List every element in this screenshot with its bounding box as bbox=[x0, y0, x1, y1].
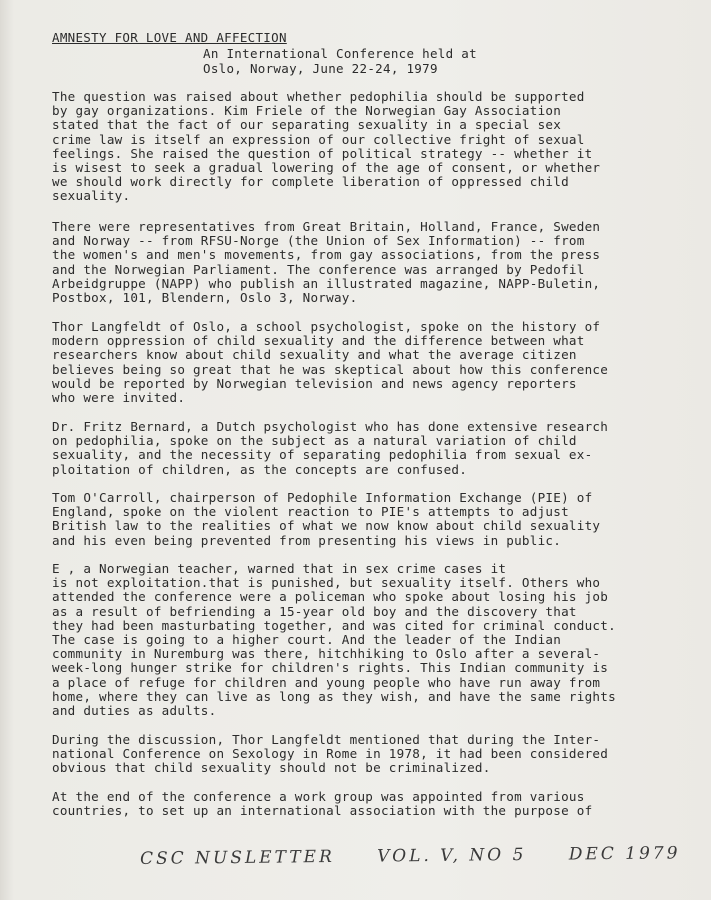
handwritten-footer-note bbox=[140, 843, 711, 869]
paragraph bbox=[52, 320, 652, 405]
paragraph-line: The question was raised about whether pedophilia should be supported bbox=[52, 89, 585, 104]
paragraph-line: they had been masturbating together, and was cited for criminal conduct. bbox=[52, 617, 616, 633]
paragraph-line: At the end of the conference a work group was appointed from various bbox=[52, 789, 585, 804]
paragraph-line: who were invited. bbox=[52, 390, 186, 406]
paragraph-line: countries, to set up an international association with the purpose of bbox=[52, 803, 593, 819]
paragraph-line: community in Nuremburg was there, hitchhiking to Oslo after a several- bbox=[52, 646, 601, 662]
paragraph bbox=[52, 733, 652, 776]
paragraph bbox=[52, 90, 652, 204]
footer-volume: VOL. V, NO 5 bbox=[377, 844, 527, 867]
paragraph-line: is not exploitation.that is punished, but sexuality itself. Others who bbox=[52, 575, 601, 591]
paragraph-line: There were representatives from Great Britain, Holland, France, Sweden bbox=[52, 219, 601, 234]
paragraph-line: on pedophilia, spoke on the subject as a natural variation of child bbox=[52, 433, 577, 449]
paragraph-line: believes being so great that he was skeptical about how this conference bbox=[52, 361, 609, 377]
paragraph-line: sexuality. bbox=[52, 188, 131, 204]
paragraph bbox=[52, 220, 652, 305]
paragraph-line: and the Norwegian Parliament. The conference was arranged by Pedofil bbox=[52, 261, 585, 277]
paragraph-line: week-long hunger strike for children's rights. This Indian community is bbox=[52, 660, 609, 676]
paragraph bbox=[52, 420, 652, 477]
paragraph-line: crime law is itself an expression of our collective fright of sexual bbox=[52, 131, 585, 147]
paragraph-line: Dr. Fritz Bernard, a Dutch psychologist who has done extensive research bbox=[52, 419, 609, 434]
paragraph-line: The case is going to a higher court. And the leader of the Indian bbox=[52, 632, 562, 648]
paragraph-line: attended the conference were a policeman who spoke about losing his job bbox=[52, 589, 609, 605]
paragraph-line: is wisest to seek a gradual lowering of the age of consent, or whether bbox=[52, 160, 601, 176]
paragraph-line: would be reported by Norwegian television and news agency reporters bbox=[52, 375, 577, 391]
footer-date: DEC 1979 bbox=[568, 843, 681, 865]
paragraph-line: During the discussion, Thor Langfeldt mentioned that during the Inter- bbox=[52, 732, 601, 747]
paragraph bbox=[52, 491, 652, 548]
paragraph-line: and Norway -- from RFSU-Norge (the Union of Sex Information) -- from bbox=[52, 233, 585, 249]
subtitle-line: Oslo, Norway, June 22-24, 1979 bbox=[203, 61, 438, 76]
paragraph-line: stated that the fact of our separating sexuality in a special sex bbox=[52, 117, 562, 133]
paragraph-line: home, where they can live as long as they wish, and have the same rights bbox=[52, 688, 616, 704]
paragraph-line: a place of refuge for children and young people who have run away from bbox=[52, 674, 601, 690]
paragraph-line: obvious that child sexuality should not be criminalized. bbox=[52, 760, 491, 776]
paragraph-line: by gay organizations. Kim Friele of the Norwegian Gay Association bbox=[52, 103, 562, 119]
paragraph-line: national Conference on Sexology in Rome in 1978, it had been considered bbox=[52, 746, 609, 762]
document-title: AMNESTY FOR LOVE AND AFFECTION bbox=[52, 30, 287, 45]
footer-publication: CSC NUSLETTER bbox=[139, 846, 335, 870]
paragraph-line: England, spoke on the violent reaction to PIE's attempts to adjust bbox=[52, 504, 569, 520]
paragraph-line: ploitation of children, as the concepts are confused. bbox=[52, 461, 468, 477]
document-subtitle bbox=[203, 46, 477, 76]
paragraph-line: and duties as adults. bbox=[52, 703, 217, 719]
paragraph-line: the women's and men's movements, from gay associations, from the press bbox=[52, 247, 601, 263]
subtitle-line: An International Conference held at bbox=[203, 46, 477, 61]
paragraph-line: British law to the realities of what we now know about child sexuality bbox=[52, 518, 601, 534]
paragraph-line: E , a Norwegian teacher, warned that in sex crime cases it bbox=[52, 561, 507, 576]
paragraph-line: Thor Langfeldt of Oslo, a school psychologist, spoke on the history of bbox=[52, 319, 601, 334]
paragraph-line: sexuality, and the necessity of separating pedophilia from sexual ex- bbox=[52, 447, 593, 463]
paragraph-line: Arbeidgruppe (NAPP) who publish an illustrated magazine, NAPP-Buletin, bbox=[52, 275, 601, 291]
paragraph-line: and his even being prevented from presenting his views in public. bbox=[52, 532, 562, 548]
paragraph-line: we should work directly for complete liberation of oppressed child bbox=[52, 174, 569, 190]
paragraph-line: Postbox, 101, Blendern, Oslo 3, Norway. bbox=[52, 290, 358, 306]
paragraph-line: researchers know about child sexuality and what the average citizen bbox=[52, 347, 577, 363]
paragraph-line: Tom O'Carroll, chairperson of Pedophile Information Exchange (PIE) of bbox=[52, 490, 593, 505]
paragraph bbox=[52, 562, 652, 718]
paragraph-line: as a result of befriending a 15-year old boy and the discovery that bbox=[52, 603, 577, 619]
paragraph-line: modern oppression of child sexuality and the difference between what bbox=[52, 333, 585, 349]
paragraph-line: feelings. She raised the question of political strategy -- whether it bbox=[52, 145, 593, 161]
paragraph bbox=[52, 790, 652, 818]
